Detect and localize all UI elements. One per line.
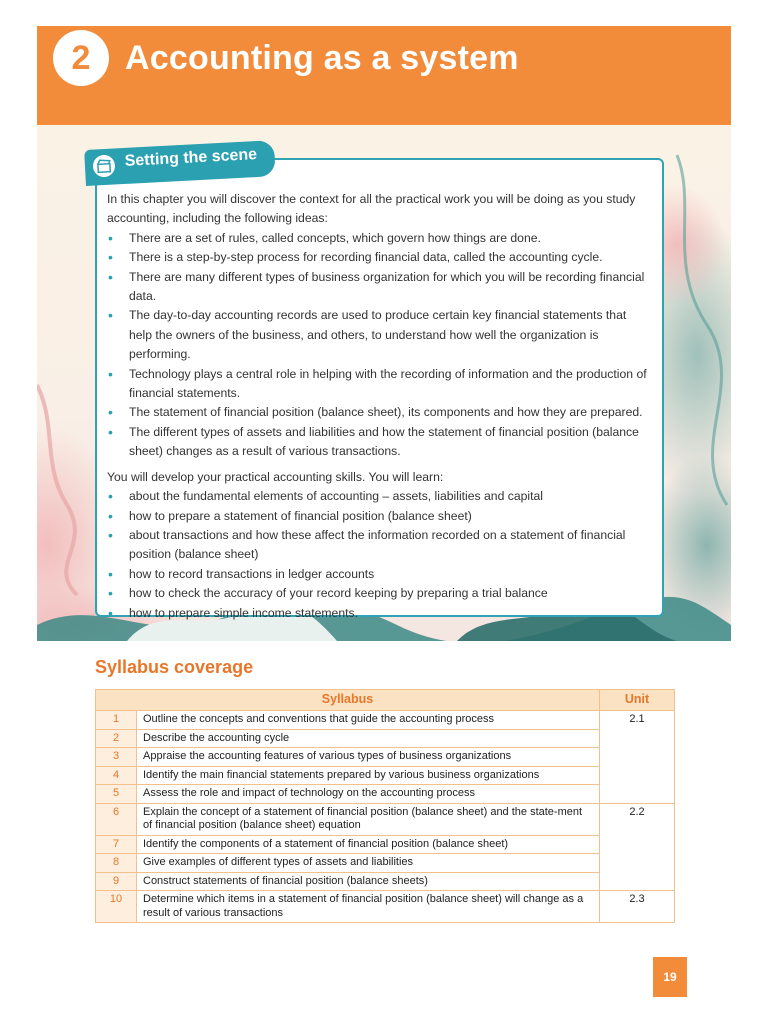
list-item: • There are many different types of business organization for which you will be recording financial data. (107, 268, 652, 307)
skills-list (107, 487, 652, 623)
row-number: 8 (96, 854, 137, 873)
row-description: Describe the accounting cycle (137, 729, 600, 748)
table-row (96, 872, 675, 891)
skills-intro: You will develop your practical accounting skills. You will learn: (107, 469, 444, 484)
table-row (96, 803, 675, 835)
list-item: • about the fundamental elements of accounting – assets, liabilities and capital (107, 487, 652, 506)
row-number: 7 (96, 835, 137, 854)
chapter-number-badge (53, 30, 109, 86)
list-item: • how to check the accuracy of your record keeping by preparing a trial balance (107, 584, 652, 603)
syllabus-coverage-heading: Syllabus coverage (95, 657, 254, 677)
row-description: Identify the main financial statements prepared by various business organizations (137, 766, 600, 785)
page-number: 19 (653, 957, 687, 997)
ideas-list (107, 229, 652, 462)
unit-column-header: Unit (600, 690, 675, 711)
table-row (96, 854, 675, 873)
scene-intro: In this chapter you will discover the context for all the practical work you will be doing as you study accounting, including the following ideas: (107, 192, 636, 226)
table-row (96, 748, 675, 767)
syllabus-table (95, 689, 675, 923)
row-description: Explain the concept of a statement of financial position (balance sheet) and the state-ment of financial position (balance sheet) equation (137, 803, 600, 835)
row-description: Construct statements of financial position (balance sheets) (137, 872, 600, 891)
row-number: 4 (96, 766, 137, 785)
row-unit: 2.3 (600, 891, 675, 923)
table-row (96, 766, 675, 785)
row-description: Identify the components of a statement of financial position (balance sheet) (137, 835, 600, 854)
table-row (96, 785, 675, 804)
row-number: 1 (96, 711, 137, 730)
list-item: • The day-to-day accounting records are used to produce certain key financial statements that help the owners of the business, and others, to understand how well the organization is performing. (107, 306, 652, 364)
list-item: • how to record transactions in ledger accounts (107, 565, 652, 584)
chapter-number: 2 (71, 38, 91, 77)
row-description: Assess the role and impact of technology on the accounting process (137, 785, 600, 804)
table-row (96, 891, 675, 923)
chapter-title: Accounting as a system (125, 38, 519, 77)
row-description: Appraise the accounting features of various types of business organizations (137, 748, 600, 767)
row-description: Determine which items in a statement of financial position (balance sheet) will change as a result of various transactions (137, 891, 600, 923)
row-number: 5 (96, 785, 137, 804)
table-row (96, 711, 675, 730)
row-number: 9 (96, 872, 137, 891)
table-row (96, 835, 675, 854)
table-row (96, 729, 675, 748)
row-number: 6 (96, 803, 137, 835)
list-item: • how to prepare simple income statements. (107, 604, 652, 623)
list-item: • Technology plays a central role in helping with the recording of information and the production of financial statements. (107, 365, 652, 404)
list-item: • The different types of assets and liabilities and how the statement of financial position (balance sheet) changes as a result of various transactions. (107, 423, 652, 462)
list-item: • There are a set of rules, called concepts, which govern how things are done. (107, 229, 652, 248)
row-number: 2 (96, 729, 137, 748)
list-item: • how to prepare a statement of financial position (balance sheet) (107, 507, 652, 526)
setting-the-scene-heading: Setting the scene (124, 146, 258, 170)
list-item: • The statement of financial position (balance sheet), its components and how they are prepared. (107, 403, 652, 422)
list-item: • There is a step-by-step process for recording financial data, called the accounting cycle. (107, 248, 652, 267)
row-unit: 2.2 (600, 803, 675, 891)
scene-content (107, 190, 652, 629)
row-unit: 2.1 (600, 711, 675, 804)
syllabus-column-header: Syllabus (96, 690, 600, 711)
list-item: • about transactions and how these affect the information recorded on a statement of financial position (balance sheet) (107, 526, 652, 565)
row-number: 3 (96, 748, 137, 767)
table-header-row (96, 690, 675, 711)
row-description: Outline the concepts and conventions that guide the accounting process (137, 711, 600, 730)
row-number: 10 (96, 891, 137, 923)
row-description: Give examples of different types of assets and liabilities (137, 854, 600, 873)
clapperboard-icon (92, 154, 115, 177)
